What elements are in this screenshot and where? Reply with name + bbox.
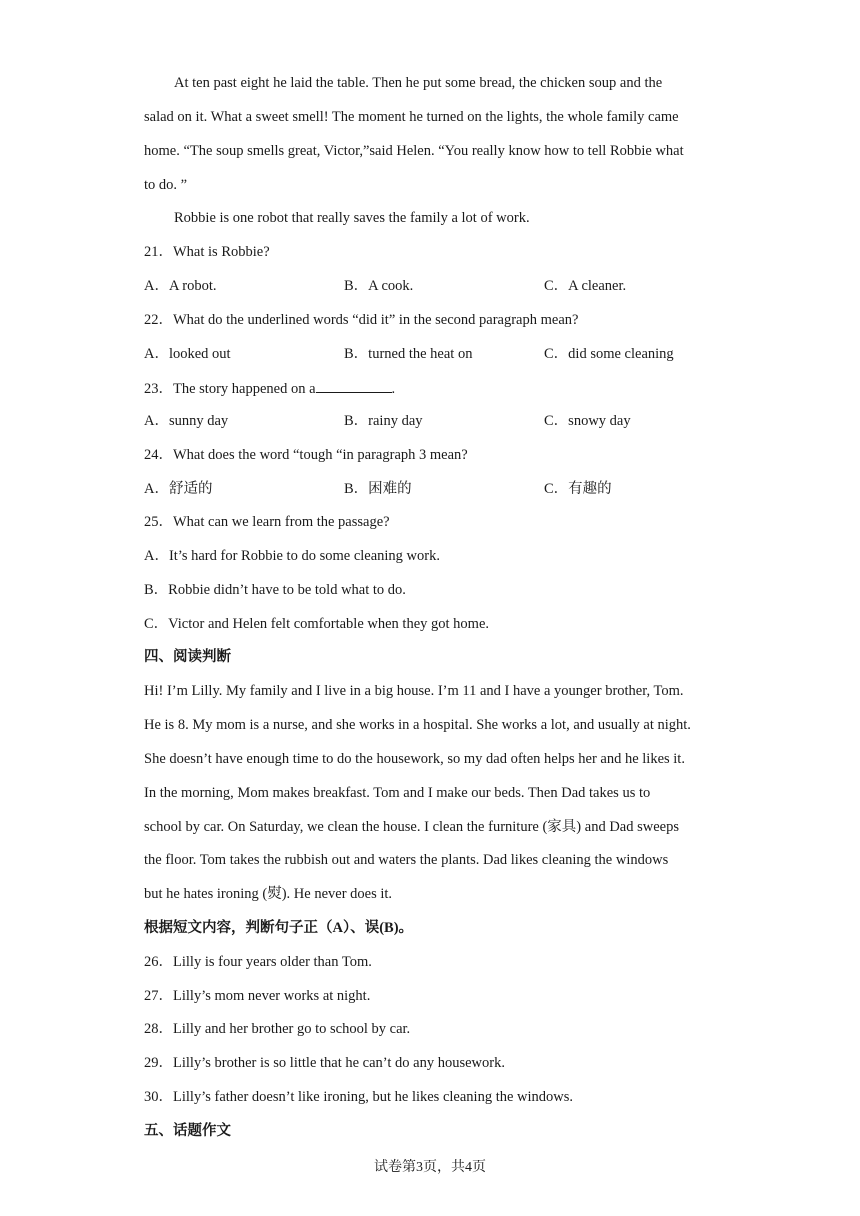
- passage-line: Robbie is one robot that really saves the family a lot of work.: [174, 210, 530, 226]
- passage-line: to do. ”: [144, 177, 188, 193]
- q25-option-c[interactable]: C．Victor and Helen felt comfortable when they got home.: [144, 616, 490, 632]
- passage-line: home. “The soup smells great, Victor,”said Helen. “You really know how to tell Robbie what: [144, 143, 684, 159]
- section-heading: 四、阅读判断: [144, 649, 231, 665]
- question-22: 22．What do the underlined words “did it” in the second paragraph mean?: [144, 312, 579, 328]
- instruction: 根据短文内容，判断句子正（A）、误(B)。: [144, 920, 414, 936]
- passage-line: She doesn’t have enough time to do the housework, so my dad often helps her and he likes it.: [144, 751, 685, 767]
- q24-option-b[interactable]: B．困难的: [344, 481, 412, 497]
- judgment-item-27: 27．Lilly’s mom never works at night.: [144, 988, 371, 1004]
- page-footer: 试卷第3页，共4页: [374, 1160, 486, 1175]
- q25-option-b[interactable]: B．Robbie didn’t have to be told what to do.: [144, 582, 406, 598]
- q23-stem: 23．The story happened on a: [144, 381, 316, 397]
- passage-line: In the morning, Mom makes breakfast. Tom and I make our beds. Then Dad takes us to: [144, 785, 651, 801]
- q22-option-c[interactable]: C．did some cleaning: [544, 346, 674, 362]
- section-heading: 五、话题作文: [144, 1123, 231, 1139]
- question-24: 24．What does the word “tough “in paragraph 3 mean?: [144, 447, 468, 463]
- judgment-item-28: 28．Lilly and her brother go to school by car.: [144, 1021, 411, 1037]
- question-25: 25．What can we learn from the passage?: [144, 514, 390, 530]
- q25-option-a[interactable]: A．It’s hard for Robbie to do some cleaning work.: [144, 548, 440, 564]
- q23-stem-end: .: [391, 381, 396, 397]
- passage-line: the floor. Tom takes the rubbish out and waters the plants. Dad likes cleaning the windows: [144, 852, 669, 868]
- q21-option-a[interactable]: A．A robot.: [144, 278, 217, 294]
- passage-line: salad on it. What a sweet smell! The moment he turned on the lights, the whole family came: [144, 109, 679, 125]
- answer-blank[interactable]: [316, 377, 392, 393]
- q21-option-b[interactable]: B．A cook.: [344, 278, 414, 294]
- passage-line: but he hates ironing (熨). He never does it.: [144, 886, 393, 902]
- q22-option-b[interactable]: B．turned the heat on: [344, 346, 473, 362]
- passage-line: At ten past eight he laid the table. Then he put some bread, the chicken soup and the: [174, 75, 663, 91]
- q23-option-b[interactable]: B．rainy day: [344, 413, 423, 429]
- passage-line: He is 8. My mom is a nurse, and she works in a hospital. She works a lot, and usually at night.: [144, 717, 691, 733]
- q21-option-c[interactable]: C．A cleaner.: [544, 278, 627, 294]
- question-21: 21．What is Robbie?: [144, 244, 270, 260]
- q22-option-a[interactable]: A．looked out: [144, 346, 231, 362]
- judgment-item-26: 26．Lilly is four years older than Tom.: [144, 954, 372, 970]
- judgment-item-29: 29．Lilly’s brother is so little that he can’t do any housework.: [144, 1055, 505, 1071]
- q23-option-a[interactable]: A．sunny day: [144, 413, 229, 429]
- judgment-item-30: 30．Lilly’s father doesn’t like ironing, but he likes cleaning the windows.: [144, 1089, 574, 1105]
- question-23: [144, 377, 395, 399]
- q23-option-c[interactable]: C．snowy day: [544, 413, 631, 429]
- q24-option-a[interactable]: A．舒适的: [144, 481, 213, 497]
- q24-option-c[interactable]: C．有趣的: [544, 481, 612, 497]
- passage-line: Hi! I’m Lilly. My family and I live in a big house. I’m 11 and I have a younger brother, Tom.: [144, 683, 684, 699]
- passage-line: school by car. On Saturday, we clean the house. I clean the furniture (家具) and Dad sweeps: [144, 819, 679, 835]
